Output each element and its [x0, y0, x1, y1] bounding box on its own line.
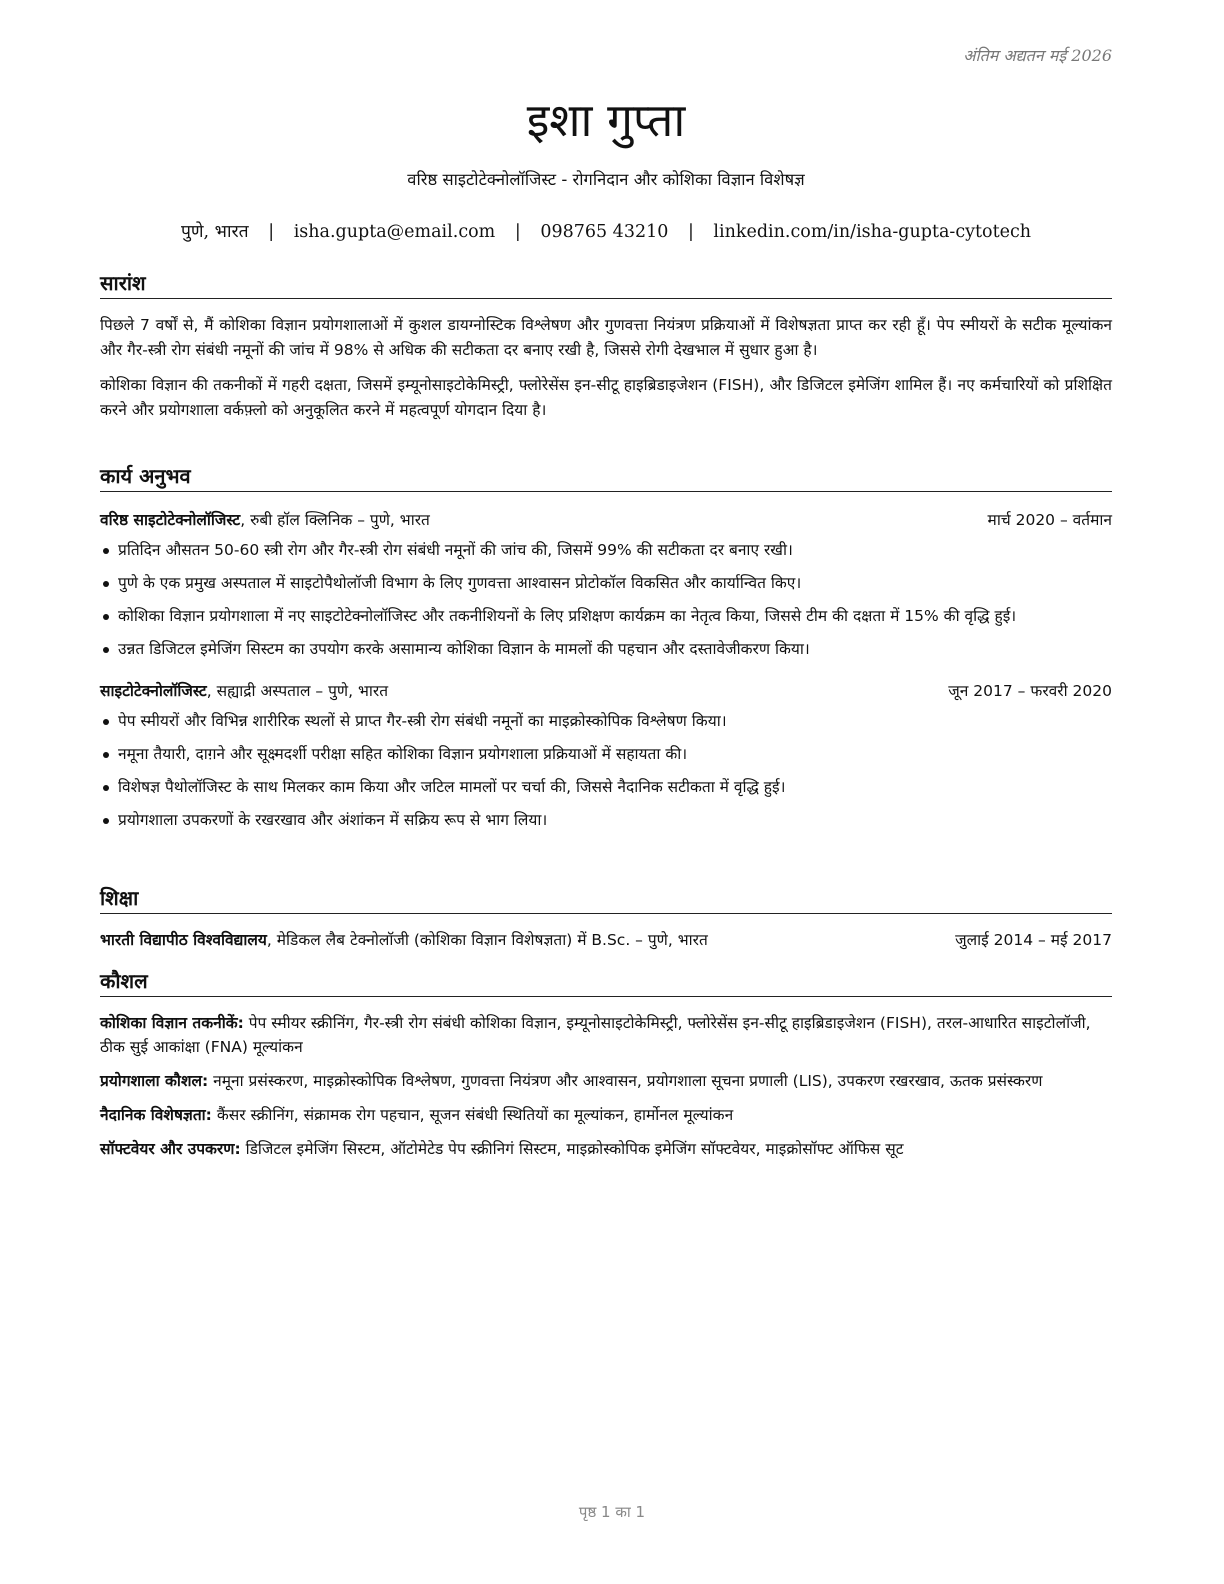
skill-group — [100, 1137, 1112, 1161]
job-header — [100, 508, 1112, 532]
list-item: पेप स्मीयरों और विभिन्न शारीरिक स्थलों से प्राप्त गैर-स्त्री रोग संबंधी नमूनों का माइक्रोस्कोपिक विश्लेषण किया। — [100, 709, 1112, 733]
contact-separator: | — [514, 222, 521, 242]
skill-text: डिजिटल इमेजिंग सिस्टम, ऑटोमेटेड पेप स्क्रीनिगं सिस्टम, माइक्रोस्कोपिक इमेजिंग सॉफ्टवेयर, माइक्रोसॉफ्ट ऑफिस सूट — [240, 1140, 904, 1158]
skill-label: कोशिका विज्ञान तकनीकें: — [100, 1014, 244, 1032]
job-organization: , रुबी हॉल क्लिनिक – पुणे, भारत — [240, 511, 430, 529]
education-section — [100, 885, 1112, 952]
skills-section — [100, 968, 1112, 1171]
skill-label: नैदानिक विशेषज्ञता: — [100, 1106, 212, 1124]
page-number: पृष्ठ 1 का 1 — [578, 1503, 646, 1521]
list-item: नमूना तैयारी, दाग़ने और सूक्ष्मदर्शी परीक्षा सहित कोशिका विज्ञान प्रयोगशाला प्रक्रियाओं में सहायता की। — [100, 742, 1112, 766]
candidate-name: इशा गुप्ता — [526, 93, 686, 147]
candidate-subtitle: वरिष्ठ साइटोटेक्नोलॉजिस्ट - रोगनिदान और कोशिका विज्ञान विशेषज्ञ — [407, 170, 805, 189]
job-entry — [100, 679, 1112, 832]
job-entry — [100, 508, 1112, 661]
education-dates: जुलाई 2014 – मई 2017 — [955, 931, 1112, 949]
skill-text: पेप स्मीयर स्क्रीनिंग, गैर-स्त्री रोग संबंधी कोशिका विज्ञान, इम्यूनोसाइटोकेमिस्ट्री, फ्लोरेसेंस इन-सीटू हाइब्रिडाइजेशन (FISH), तरल-आधारित साइटोलॉजी, ठीक सुई आकांक्षा (FNA) मूल्यांकन — [100, 1014, 1091, 1056]
contact-line — [100, 219, 1112, 243]
job-title: साइटोटेक्नोलॉजिस्ट — [100, 682, 207, 700]
summary-section — [100, 270, 1112, 423]
contact-email[interactable]: isha.gupta@email.com — [293, 222, 496, 242]
contact-separator: | — [687, 222, 694, 242]
summary-paragraph: पिछले 7 वर्षों से, मैं कोशिका विज्ञान प्रयोगशालाओं में कुशल डायग्नोस्टिक विश्लेषण और गुणवत्ता नियंत्रण प्रक्रियाओं में विशेषज्ञता प्राप्त कर रही हूँ। पेप स्मीयरों के सटीक मूल्यांकन और गैर-स्त्री रोग संबंधी नमूनों की जांच में 98% से अधिक की सटीकता दर बनाए रखी है, जिससे रोगी देखभाल में सुधार हुआ है। — [100, 316, 1112, 359]
education-school: भारती विद्यापीठ विश्वविद्यालय — [100, 931, 267, 949]
job-bullets — [100, 709, 1112, 832]
experience-section — [100, 463, 1112, 841]
list-item: कोशिका विज्ञान प्रयोगशाला में नए साइटोटेक्नोलॉजिस्ट और तकनीशियनों के लिए प्रशिक्षण कार्यक्रम का नेतृत्व किया, जिससे टीम की दक्षता में 15% की वृद्धि हुई। — [100, 604, 1112, 628]
section-heading-summary: सारांश — [100, 270, 1112, 299]
section-heading-education: शिक्षा — [100, 885, 1112, 914]
job-dates: मार्च 2020 – वर्तमान — [987, 511, 1112, 529]
job-bullets — [100, 538, 1112, 661]
last-updated: अंतिम अद्यतन मई 2026 — [963, 46, 1112, 65]
contact-location: पुणे, भारत — [180, 222, 249, 242]
contact-linkedin[interactable]: linkedin.com/in/isha-gupta-cytotech — [713, 222, 1032, 242]
list-item: प्रतिदिन औसतन 50-60 स्त्री रोग और गैर-स्त्री रोग संबंधी नमूनों की जांच की, जिसमें 99% की सटीकता दर बनाए रखी। — [100, 538, 1112, 562]
skill-text: नमूना प्रसंस्करण, माइक्रोस्कोपिक विश्लेषण, गुणवत्ता नियंत्रण और आश्वासन, प्रयोगशाला सूचना प्रणाली (LIS), उपकरण रखरखाव, ऊतक प्रसंस्करण — [208, 1072, 1043, 1090]
job-title-line — [100, 679, 388, 703]
contact-separator: | — [268, 222, 275, 242]
list-item: पुणे के एक प्रमुख अस्पताल में साइटोपैथोलॉजी विभाग के लिए गुणवत्ता आश्वासन प्रोटोकॉल विकसित और कार्यान्वित किए। — [100, 571, 1112, 595]
education-entry — [100, 928, 1112, 952]
summary-paragraph: कोशिका विज्ञान की तकनीकों में गहरी दक्षता, जिसमें इम्यूनोसाइटोकेमिस्ट्री, फ्लोरेसेंस इन-सीटू हाइब्रिडाइजेशन (FISH), और डिजिटल इमेजिंग शामिल हैं। नए कर्मचारियों को प्रशिक्षित करने और प्रयोगशाला वर्कफ़्लो को अनुकूलित करने में महत्वपूर्ण योगदान दिया है। — [100, 376, 1112, 419]
skill-group — [100, 1069, 1112, 1093]
skill-label: सॉफ्टवेयर और उपकरण: — [100, 1140, 241, 1158]
skill-label: प्रयोगशाला कौशल: — [100, 1072, 209, 1090]
contact-phone: 098765 43210 — [540, 222, 669, 242]
list-item: प्रयोगशाला उपकरणों के रखरखाव और अंशांकन में सक्रिय रूप से भाग लिया। — [100, 808, 1112, 832]
skill-text: कैंसर स्क्रीनिंग, संक्रामक रोग पहचान, सूजन संबंधी स्थितियों का मूल्यांकन, हार्मोनल मूल्यांकन — [211, 1106, 734, 1124]
education-degree: , मेडिकल लैब टेक्नोलॉजी (कोशिका विज्ञान विशेषज्ञता) में B.Sc. – पुणे, भारत — [266, 931, 708, 949]
job-title-line — [100, 508, 430, 532]
list-item: उन्नत डिजिटल इमेजिंग सिस्टम का उपयोग करके असामान्य कोशिका विज्ञान के मामलों की पहचान और दस्तावेजीकरण किया। — [100, 637, 1112, 661]
section-heading-skills: कौशल — [100, 968, 1112, 997]
job-organization: , सह्याद्री अस्पताल – पुणे, भारत — [206, 682, 389, 700]
job-dates: जून 2017 – फरवरी 2020 — [948, 682, 1112, 700]
education-line — [100, 928, 708, 952]
skill-group — [100, 1103, 1112, 1127]
skill-group — [100, 1011, 1112, 1059]
list-item: विशेषज्ञ पैथोलॉजिस्ट के साथ मिलकर काम किया और जटिल मामलों पर चर्चा की, जिससे नैदानिक सटीकता में वृद्धि हुई। — [100, 775, 1112, 799]
skills-list — [100, 1011, 1112, 1161]
job-title: वरिष्ठ साइटोटेक्नोलॉजिस्ट — [100, 511, 241, 529]
job-header — [100, 679, 1112, 703]
section-heading-experience: कार्य अनुभव — [100, 463, 1112, 492]
